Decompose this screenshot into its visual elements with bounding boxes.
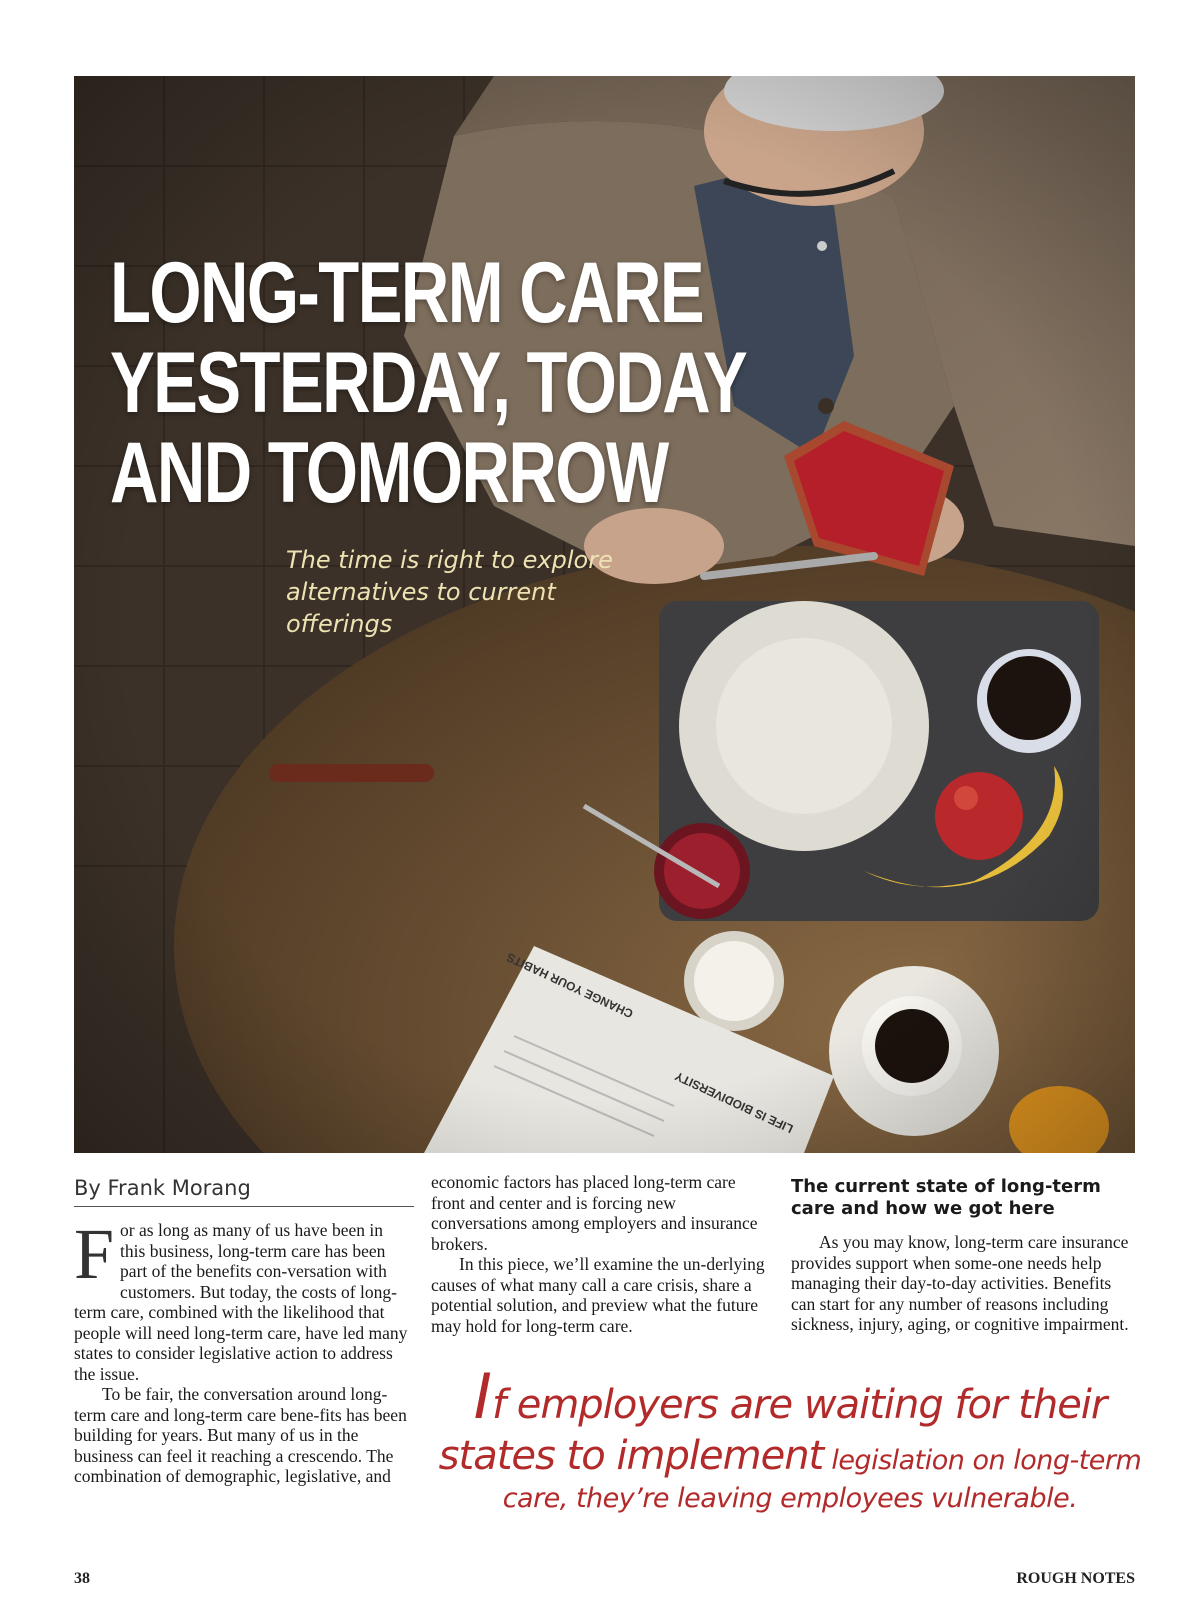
publication-name: ROUGH NOTES — [1016, 1570, 1135, 1587]
col2-paragraph-2: In this piece, we’ll examine the un-derlying causes of what many call a care crisis, share a potential solution, and preview what the future may hold for long-term care. — [431, 1254, 765, 1336]
deck-line-1: The time is right to explore — [286, 546, 613, 574]
pullquote-line-1 — [420, 1360, 1160, 1433]
article-headline — [110, 245, 747, 521]
column-1 — [74, 1214, 408, 1487]
deck-line-2: alternatives to current — [286, 578, 556, 606]
col3-paragraph-1: As you may know, long-term care insurance provides support when some-one needs help managing their day-to-day activities. Benefits can start for any number of reasons including sickness, injury, aging, or cognitive impairment. — [791, 1232, 1129, 1334]
byline: By Frank Morang — [74, 1176, 414, 1207]
headline-line-1: LONG-TERM CARE — [110, 245, 704, 341]
hero-photo — [74, 76, 1135, 1153]
drop-cap: F — [74, 1214, 115, 1294]
pullquote-line2-big: states to implement — [438, 1433, 824, 1479]
pullquote-line2-small: legislation on long-term — [823, 1445, 1142, 1476]
article-deck — [286, 544, 646, 640]
headline-line-3: AND TOMORROW — [110, 425, 668, 521]
column-2 — [431, 1172, 765, 1336]
col1-p1-text: or as long as many of us have been in this business, long-term care has been part of the benefits con-versation with customers. But today, the costs of long-term care, combined with the likelihood that people will need long-term care, have led many states to consider legislative action to address the issue. — [74, 1220, 408, 1384]
pullquote-line-3: care, they’re leaving employees vulnerable. — [502, 1483, 1078, 1514]
pullquote-line1-text: f employers are waiting for their — [491, 1382, 1107, 1428]
headline-line-2: YESTERDAY, TODAY — [110, 335, 747, 431]
col1-paragraph-2: To be fair, the conversation around long-term care and long-term care bene-fits has been building for years. But many of us in the business can feel it reaching a crescendo. The combination of demographic, legislative, and — [74, 1384, 407, 1486]
column-3 — [791, 1176, 1135, 1335]
pullquote-line-2 — [420, 1433, 1160, 1479]
col1-paragraph-1 — [74, 1214, 408, 1384]
pull-quote — [420, 1360, 1160, 1514]
deck-line-3: offerings — [286, 610, 393, 638]
pullquote-initial: I — [473, 1360, 492, 1433]
col2-paragraph-1: economic factors has placed long-term care front and center and is forcing new conversations among employers and insurance brokers. — [431, 1172, 758, 1254]
page-number: 38 — [74, 1570, 90, 1587]
section-heading: The current state of long-term care and how we got here — [791, 1176, 1101, 1219]
